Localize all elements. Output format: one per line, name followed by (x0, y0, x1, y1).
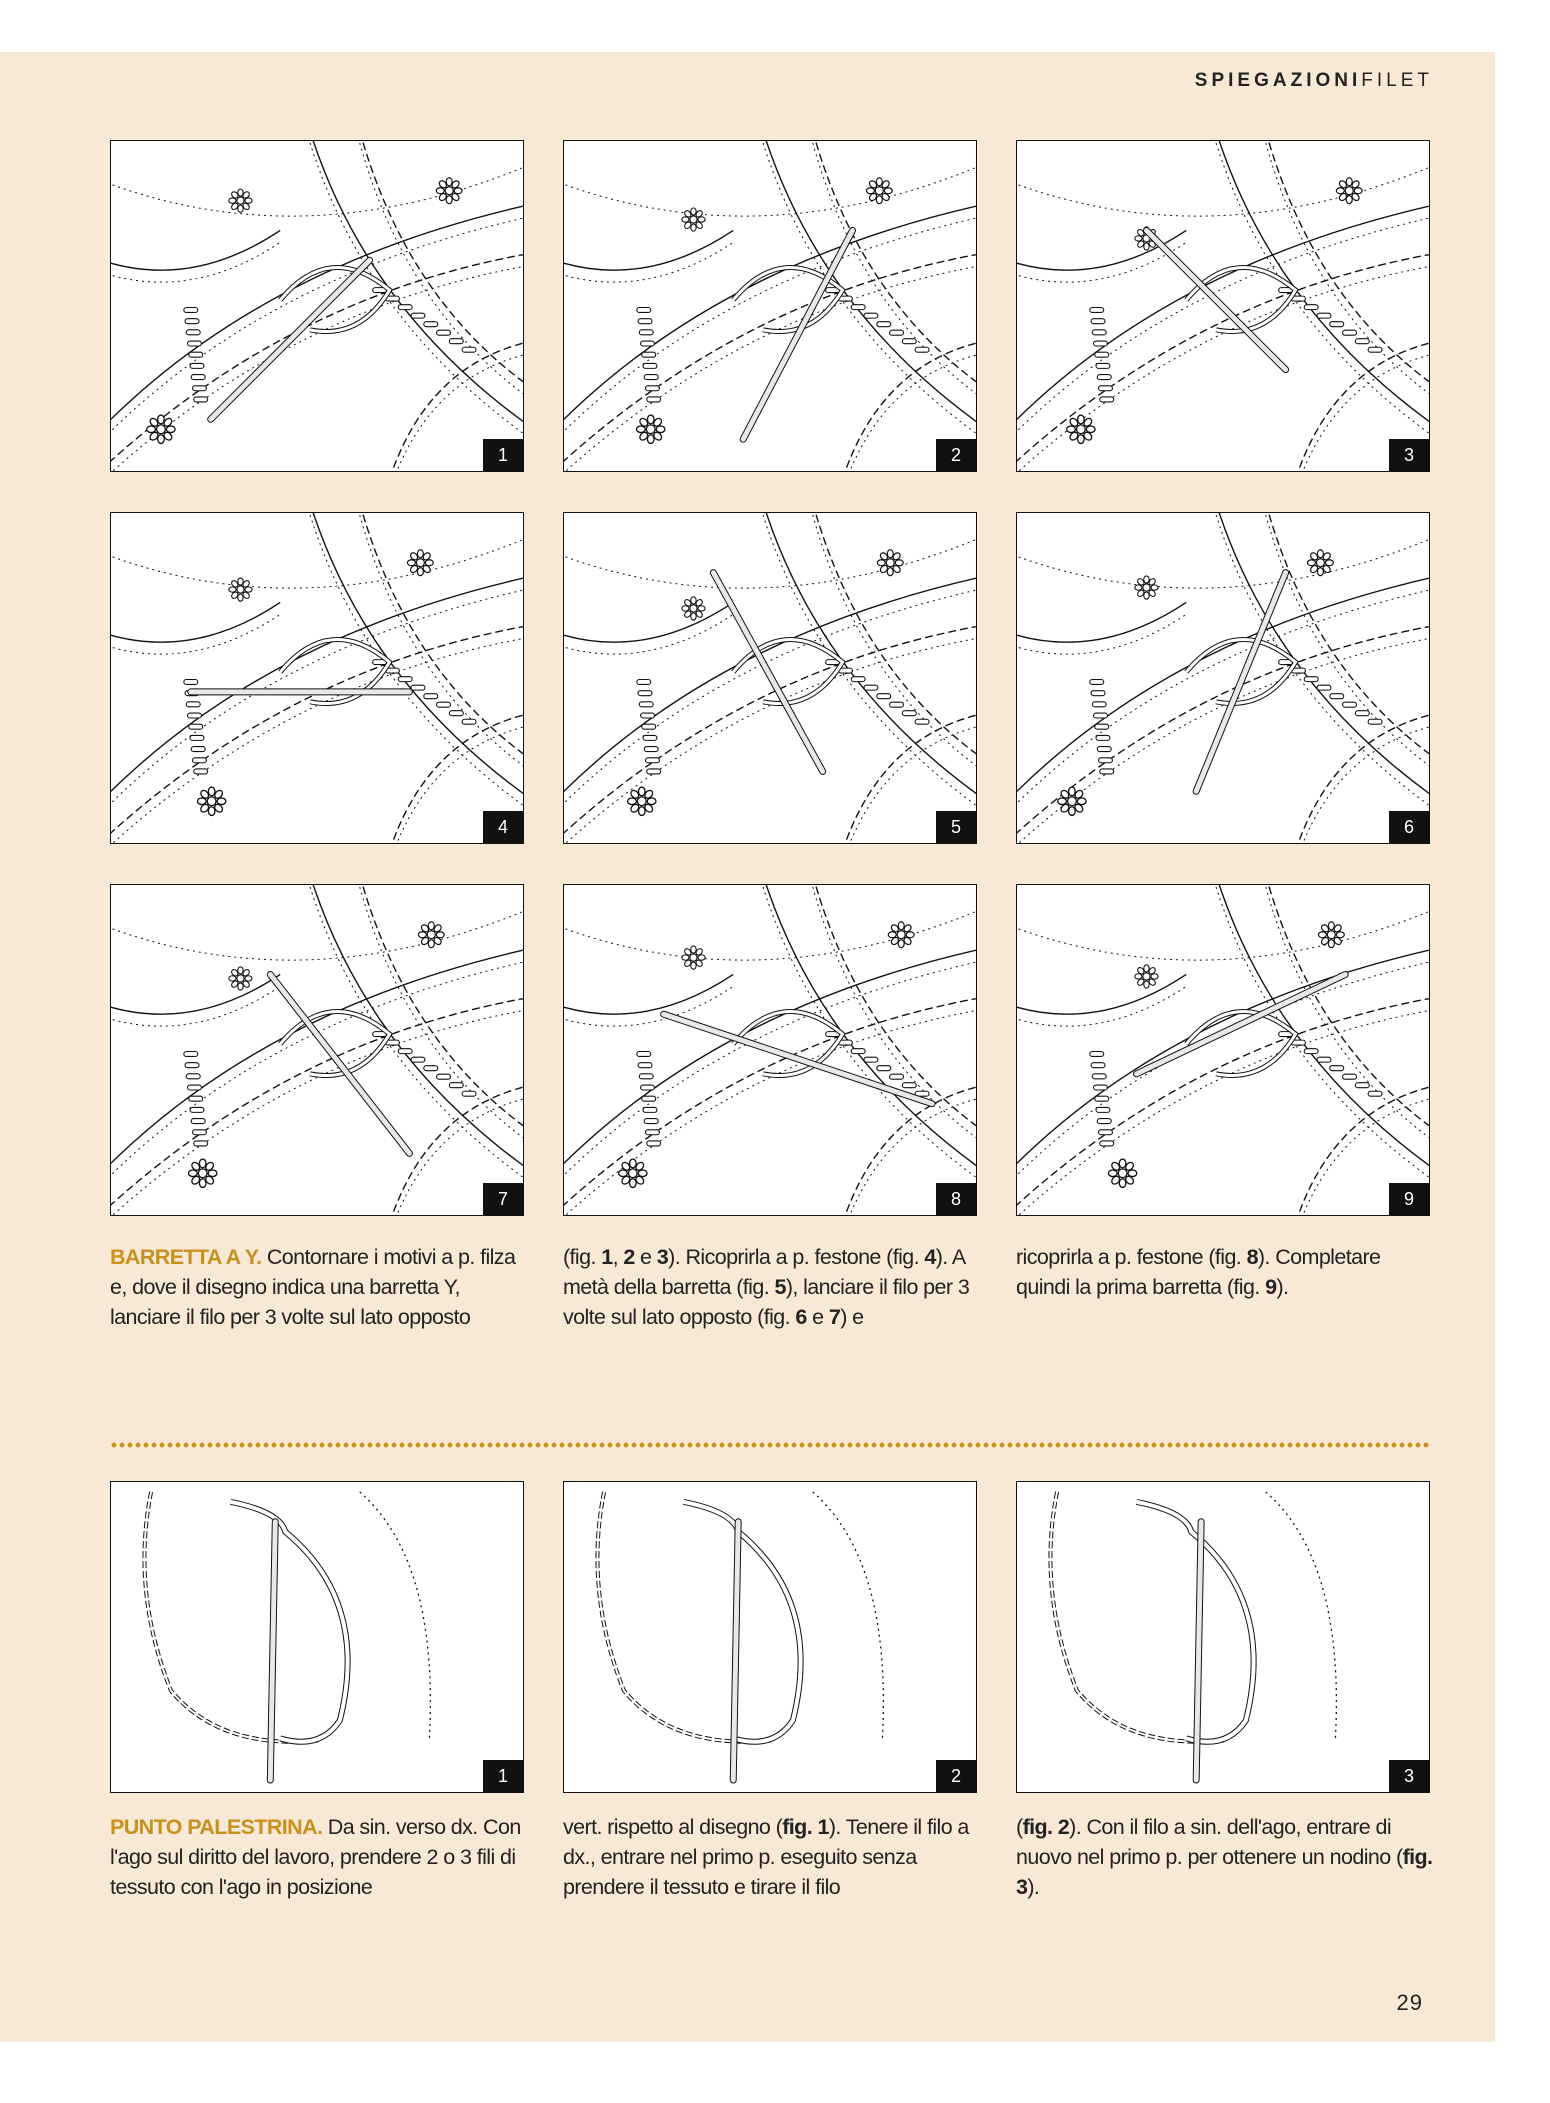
barretta-text-col1 (110, 1242, 528, 1332)
palestrina-panel-2 (563, 1481, 977, 1793)
figure-number: 2 (936, 1760, 976, 1792)
embroidery-illustration (1017, 513, 1429, 843)
text: ). Con il filo a sin. dell'ago, entrare di nuovo nel primo p. per ottenere un nodino ( (1016, 1815, 1403, 1869)
text: ). Completare quindi la prima barretta (fig. (1016, 1245, 1381, 1299)
embroidery-illustration (111, 885, 523, 1215)
palestrina-text: Da sin. verso dx. Con l'ago sul diritto del lavoro, prendere 2 o 3 fili di tessuto con l'ago in posizione (110, 1815, 521, 1899)
palestrina-text-col3 (1016, 1812, 1434, 1902)
text: ). Tenere il filo a dx., entrare nel primo p. eseguito senza prendere il tessuto e tirare il filo (563, 1815, 969, 1899)
illustration-panel-2 (563, 140, 977, 472)
embroidery-illustration (564, 141, 976, 471)
fig-ref: 9 (1265, 1275, 1277, 1299)
fig-ref: fig. 3 (1016, 1845, 1433, 1899)
illustration-panel-9 (1016, 884, 1430, 1216)
illustration-panel-6 (1016, 512, 1430, 844)
palestrina-text-col2 (563, 1812, 981, 1902)
section-header (1195, 70, 1433, 92)
text: ). (1276, 1275, 1289, 1299)
barretta-text: Contornare i motivi a p. filza e, dove il disegno indica una barretta Y, lanciare il filo per 3 volte sul lato opposto (110, 1245, 516, 1329)
barretta-text-col3 (1016, 1242, 1434, 1302)
fig-ref: 8 (1246, 1245, 1258, 1269)
header-topic: FILET (1361, 70, 1433, 91)
text: , (612, 1245, 624, 1269)
page (0, 52, 1495, 2042)
palestrina-text-col1 (110, 1812, 528, 1902)
text: ). Ricoprirla a p. festone (fig. (668, 1245, 925, 1269)
text: ), lanciare il filo per 3 volte sul lato opposto (fig. (563, 1275, 970, 1329)
fig-ref: 5 (774, 1275, 786, 1299)
figure-number: 1 (483, 1760, 523, 1792)
text: ricoprirla a p. festone (fig. (1016, 1245, 1247, 1269)
fig-ref: 7 (828, 1305, 841, 1329)
text: ( (1016, 1815, 1023, 1839)
illustration-panel-8 (563, 884, 977, 1216)
fig-ref: fig. 2 (1022, 1815, 1070, 1839)
figure-number: 4 (483, 811, 523, 843)
text: e (806, 1305, 829, 1329)
fig-ref: 2 (623, 1245, 635, 1269)
text: ). A metà della barretta (fig. (563, 1245, 965, 1299)
text: ). (1027, 1875, 1040, 1899)
text: (fig. (563, 1245, 602, 1269)
header-section-name: SPIEGAZIONI (1194, 70, 1362, 91)
barretta-text-col2 (563, 1242, 981, 1332)
dotted-divider (110, 1442, 1430, 1448)
illustration-panel-1 (110, 140, 524, 472)
palestrina-illustration (1017, 1482, 1429, 1792)
figure-number: 2 (936, 439, 976, 471)
palestrina-panel-1 (110, 1481, 524, 1793)
figure-number: 1 (483, 439, 523, 471)
embroidery-illustration (111, 141, 523, 471)
fig-ref: 4 (924, 1245, 936, 1269)
text: ) e (840, 1305, 864, 1329)
illustration-panel-4 (110, 512, 524, 844)
illustration-panel-5 (563, 512, 977, 844)
illustration-panel-3 (1016, 140, 1430, 472)
figure-number: 3 (1389, 1760, 1429, 1792)
fig-ref: 3 (656, 1245, 669, 1269)
fig-ref: 6 (795, 1305, 807, 1329)
palestrina-illustration (111, 1482, 523, 1792)
page-number: 29 (1396, 1990, 1423, 2015)
embroidery-illustration (564, 513, 976, 843)
text: e (634, 1245, 657, 1269)
embroidery-illustration (1017, 141, 1429, 471)
figure-number: 3 (1389, 439, 1429, 471)
figure-number: 5 (936, 811, 976, 843)
figure-number: 8 (936, 1183, 976, 1215)
palestrina-title: PUNTO PALESTRINA. (110, 1815, 323, 1839)
embroidery-illustration (1017, 885, 1429, 1215)
figure-number: 6 (1389, 811, 1429, 843)
figure-number: 7 (483, 1183, 523, 1215)
illustration-panel-7 (110, 884, 524, 1216)
embroidery-illustration (111, 513, 523, 843)
palestrina-illustration (564, 1482, 976, 1792)
palestrina-panel-3 (1016, 1481, 1430, 1793)
fig-ref: 1 (601, 1245, 613, 1269)
figure-number: 9 (1389, 1183, 1429, 1215)
embroidery-illustration (564, 885, 976, 1215)
barretta-title: BARRETTA A Y. (110, 1245, 262, 1269)
text: vert. rispetto al disegno ( (563, 1815, 783, 1839)
fig-ref: fig. 1 (782, 1815, 829, 1839)
